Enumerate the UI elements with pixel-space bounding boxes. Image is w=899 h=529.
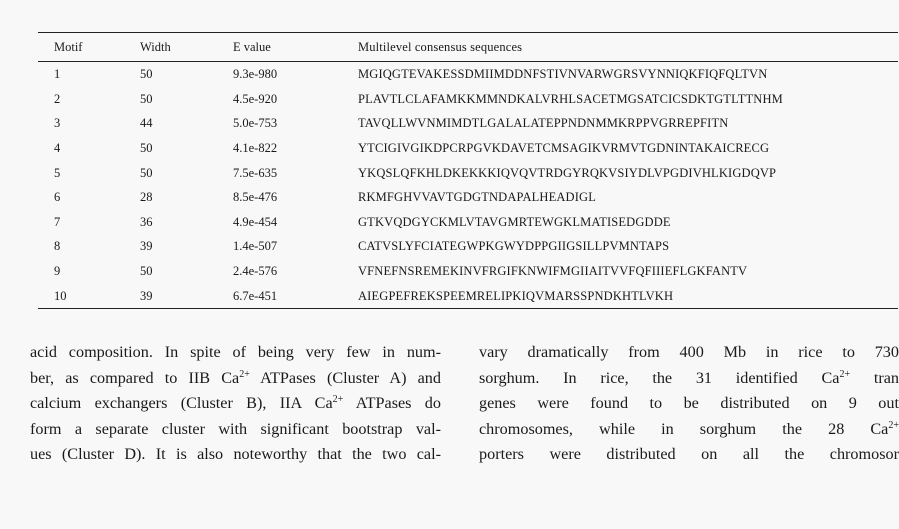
body-line	[30, 340, 441, 366]
cell-motif: 7	[54, 214, 61, 229]
cell-motif: 4	[54, 141, 61, 156]
cell-width: 50	[140, 141, 153, 156]
superscript: 2+	[332, 394, 344, 406]
cell-sequence: RKMFGHVVAVTGDGTNDAPALHEADIGL	[358, 190, 597, 205]
cell-sequence: YKQSLQFKHLDKEKKKIQVQVTRDGYRQKVSIYDLVPGDIVHLKIGDQVP	[358, 165, 777, 180]
body-line	[479, 366, 899, 392]
cell-width: 44	[140, 116, 153, 131]
body-line	[479, 442, 899, 468]
cell-motif: 8	[54, 239, 61, 254]
cell-motif: 5	[54, 165, 61, 180]
cell-motif: 1	[54, 67, 61, 82]
header-motif: Motif	[54, 40, 83, 54]
body-line	[479, 417, 899, 443]
text-span: sorghum. In rice, the 31 identified Ca	[479, 368, 840, 387]
table-row	[38, 111, 898, 136]
text-span: porters were distributed on all the chromosor	[479, 445, 899, 464]
cell-evalue: 4.5e-920	[233, 91, 278, 106]
text-span: ATPases do	[343, 394, 441, 413]
cell-width: 39	[140, 239, 153, 254]
text-span: ATPases (Cluster A) and	[249, 368, 441, 387]
header-width: Width	[140, 40, 171, 54]
text-span: ber, as compared to IIB Ca	[30, 368, 240, 387]
cell-evalue: 8.5e-476	[233, 190, 278, 205]
text-span: form a separate cluster with significant bootstrap val-	[30, 419, 441, 438]
motif-table	[38, 32, 898, 309]
table-row	[38, 259, 898, 284]
cell-evalue: 7.5e-635	[233, 165, 278, 180]
body-line	[30, 391, 441, 417]
table-row	[38, 62, 898, 87]
cell-evalue: 4.1e-822	[233, 141, 278, 156]
superscript: 2+	[888, 419, 899, 431]
text-span: ues (Cluster D). It is also noteworthy that the two cal-	[30, 445, 441, 464]
table-body	[38, 62, 898, 309]
cell-sequence: PLAVTLCLAFAMKKMMNDKALVRHLSACETMGSATCICSDKTGTLTTNHM	[358, 91, 783, 106]
body-line	[479, 340, 899, 366]
cell-sequence: MGIQGTEVAKESSDMIIMDDNFSTIVNVARWGRSVYNNIQKFIQFQLTVN	[358, 67, 768, 82]
cell-width: 50	[140, 67, 153, 82]
text-span: calcium exchangers (Cluster B), IIA Ca	[30, 394, 333, 413]
cell-width: 39	[140, 288, 153, 303]
body-text-right-column	[479, 340, 899, 468]
header-sequence: Multilevel consensus sequences	[358, 40, 523, 54]
cell-width: 36	[140, 214, 153, 229]
cell-evalue: 2.4e-576	[233, 264, 278, 279]
cell-motif: 3	[54, 116, 61, 131]
header-evalue: E value	[233, 40, 271, 54]
cell-sequence: AIEGPEFREKSPEEMRELIPKIQVMARSSPNDKHTLVKH	[358, 288, 674, 303]
superscript: 2+	[839, 368, 851, 380]
cell-sequence: VFNEFNSREMEKINVFRGIFKNWIFMGIIAITVVFQFIIIEFLGKFANTV	[358, 264, 748, 279]
table-row	[38, 185, 898, 210]
cell-motif: 2	[54, 91, 61, 106]
text-span: genes were found to be distributed on 9 out	[479, 394, 899, 413]
cell-width: 50	[140, 264, 153, 279]
table-row	[38, 234, 898, 259]
table-row	[38, 283, 898, 308]
cell-width: 50	[140, 91, 153, 106]
cell-sequence: GTKVQDGYCKMLVTAVGMRTEWGKLMATISEDGDDE	[358, 214, 671, 229]
body-line	[30, 366, 441, 392]
cell-motif: 6	[54, 190, 61, 205]
cell-evalue: 9.3e-980	[233, 67, 278, 82]
cell-width: 28	[140, 190, 153, 205]
table-row	[38, 160, 898, 185]
body-line	[30, 442, 441, 468]
body-text-left-column	[30, 340, 441, 468]
text-span: vary dramatically from 400 Mb in rice to 730	[479, 343, 899, 361]
table-row	[38, 87, 898, 112]
motif-table-container	[38, 32, 860, 309]
cell-evalue: 5.0e-753	[233, 116, 278, 131]
table-row	[38, 210, 898, 235]
cell-evalue: 1.4e-507	[233, 239, 278, 254]
cell-evalue: 6.7e-451	[233, 288, 278, 303]
cell-motif: 9	[54, 264, 61, 279]
cell-sequence: CATVSLYFCIATEGWPKGWYDPPGIIGSILLPVMNTAPS	[358, 239, 670, 254]
text-span: acid composition. In spite of being very few in num-	[30, 343, 441, 361]
body-line	[30, 417, 441, 443]
superscript: 2+	[239, 368, 250, 380]
cell-evalue: 4.9e-454	[233, 214, 278, 229]
table-row	[38, 136, 898, 161]
cell-width: 50	[140, 165, 153, 180]
body-line	[479, 391, 899, 417]
text-span: tran	[850, 368, 899, 387]
cell-sequence: YTCIGIVGIKDPCRPGVKDAVETCMSAGIKVRMVTGDNINTAKAICRECG	[358, 141, 770, 156]
cell-motif: 10	[54, 288, 67, 303]
table-header-row	[38, 33, 898, 62]
cell-sequence: TAVQLLWVNMIMDTLGALALATEPPNDNMMKRPPVGRREPFITN	[358, 116, 729, 131]
text-span: chromosomes, while in sorghum the 28 Ca	[479, 419, 889, 438]
